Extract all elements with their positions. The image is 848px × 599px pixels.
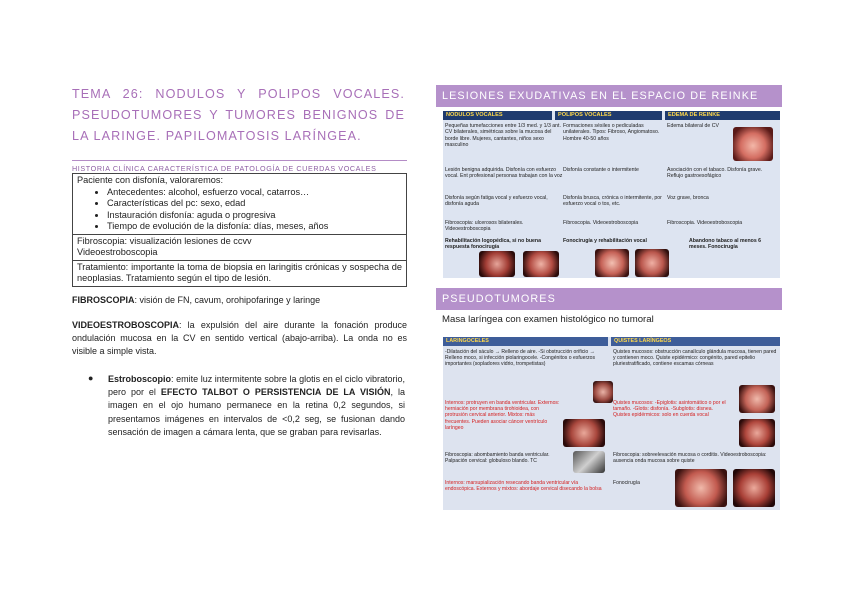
historia-item: • Antecedentes: alcohol, esfuerzo vocal, catarros…: [107, 187, 402, 199]
reinke-cell: Disfonía brusca, crónica o intermitente, por esfuerzo vocal o tos, etc.: [563, 195, 662, 208]
historia-intro: Paciente con disfonía, valoraremos:: [77, 175, 224, 185]
larynx-photo: [479, 251, 515, 277]
historia-item: • Tiempo de evolución de la disfonía: días, meses, años: [107, 221, 402, 233]
pseudo-right-cell: Fonocirugía: [613, 480, 640, 486]
reinke-cell: Asociación con el tabaco. Disfonía grave. Reflujo gastroesofágico: [667, 167, 763, 180]
reinke-cell: Voz grave, bronca: [667, 195, 709, 201]
historia-video-line: Videoestroboscopia: [77, 247, 158, 257]
larynx-photo: [733, 469, 775, 507]
pseudo-right-cell: Quistes mucosos: -Epiglotis: asintomático o por el tamaño. -Glotis: disfonía. -Subglotis: disnea. Quistes epidérmicos: solo en cuerda vocal: [613, 400, 726, 419]
reinke-cell: Edema bilateral de CV: [667, 123, 719, 129]
reinke-cell: Fibroscopia. Videoestroboscopia: [667, 220, 743, 226]
larynx-photo: [635, 249, 669, 277]
larynx-photo: [593, 381, 613, 403]
reinke-cell: Disfonía constante o intermitente: [563, 167, 639, 173]
videoestro-paragraph: [72, 319, 407, 358]
reinke-cell: Pequeñas tumefacciones entre 1/3 med. y 1/3 ant. CV bilaterales, simétricas sobre la mucosa del borde libre. Mujeres, cantantes, niños sexo masculino: [445, 123, 561, 149]
estroboscopio-text1: : emite luz intermitente sobre la glotis en el ciclo vibratorio, pero por el: [108, 374, 405, 398]
pseudotumores-table-image: [443, 337, 780, 510]
historia-table: [72, 173, 407, 287]
historia-cell-valoracion: [73, 174, 406, 235]
reinke-header-edema: EDEMA DE REINKE: [665, 111, 780, 120]
larynx-photo: [563, 419, 605, 447]
reinke-cell: Lesión benigna adquirida. Disfonía con esfuerzo vocal. Ent profesional personas trabajan con la voz: [445, 167, 563, 180]
page-title: TEMA 26: NODULOS Y POLIPOS VOCALES. PSEUDOTUMORES Y TUMORES BENIGNOS DE LA LARINGE. PAPILOMATOSIS LARÍNGEA.: [72, 87, 405, 143]
videoestro-term: VIDEOESTROBOSCOPIA: [72, 320, 180, 330]
fibroscopia-text: : visión de FN, cavum, orohipofaringe y laringe: [134, 295, 321, 305]
historia-cell-pruebas: [73, 235, 406, 261]
reinke-header-polipos: POLIPOS VOCALES: [555, 111, 662, 120]
pseudotumores-band: PSEUDOTUMORES: [436, 288, 782, 310]
estroboscopio-paragraph: [108, 373, 405, 439]
historia-item: • Instauración disfonía: aguda o progresiva: [107, 210, 402, 222]
larynx-photo: [675, 469, 727, 507]
historia-list: [77, 187, 402, 233]
historia-item: • Características del pc: sexo, edad: [107, 198, 402, 210]
estroboscopio-text2: , la imagen en el ojo humano permanece en la retina 0,2 segundos, si presentamos imágenes en intervalos de <0,2 seg, se fusionan dando sensación de imagen a cámara lenta, que se graban para revisarlas.: [108, 387, 405, 437]
pseudo-left-cell: Fibroscopia: abombamiento banda ventricular. Palpación cervical: globuloso blando. TC: [445, 452, 550, 465]
pseudo-right-cell: Quistes mucosos: obstrucción canalículo glándula mucosa, tienen pared y contienen moco. Quiste epidérmico: congénito, pared epitelio pluriestratificado, contiene escamas córneas: [613, 349, 777, 368]
historia-heading: HISTORIA CLÍNICA CARACTERÍSTICA DE PATOLOGÍA DE CUERDAS VOCALES: [72, 160, 407, 173]
reinke-cell: Fonocirugía y rehabilitación vocal: [563, 238, 647, 244]
pseudo-left-cell: Internos: marsupialización resecando banda ventricular vía endoscópica. Externos y mixtos: abordaje cervical disecando la bolsa: [445, 480, 602, 493]
reinke-cell: Formaciones sésiles o pediculadas unilaterales. Tipos: Fibroso, Angiomatoso. Hombre 40-50 años: [563, 123, 660, 142]
reinke-band: LESIONES EXUDATIVAS EN EL ESPACIO DE REINKE: [436, 85, 782, 107]
pseudo-left-cell: -Dilatación del sáculo → Relleno de aire. -Si obstrucción orificio → Relleno moco, si infección piolaringocele. -Congénitos o esfuerzos importantes (sopladores vidrio, trompetistas): [445, 349, 596, 368]
videoestro-text: : la expulsión del aire durante la fonación produce ondulación mucosa en la CV en sentido vertical (abajo-arriba). La onda no es visible a simple vista.: [72, 320, 407, 356]
reinke-cell: Fibroscopia. Videoestroboscopia: [563, 220, 639, 226]
estroboscopio-term: Estroboscopio: [108, 374, 172, 384]
fibroscopia-paragraph: [72, 295, 405, 305]
reinke-table-image: [443, 111, 780, 278]
pseudotumores-subtitle: Masa laríngea con examen histológico no tumoral: [442, 314, 654, 325]
larynx-photo: [739, 385, 775, 413]
reinke-cell: Abandono tabaco al menos 6 meses. Fonocirugía: [689, 238, 762, 251]
reinke-cell: Rehabilitación logopédica, si no buena respuesta fonocirugía: [445, 238, 541, 251]
pseudo-left-cell: Internos: protruyen en banda ventricular. Externos: herniación por membrana tirohioidea, con protrusión cervical anterior. Mixtos: más frecuentes. Pueden asociar cáncer ventrículo laríngeo: [445, 400, 560, 431]
larynx-photo: [523, 251, 559, 277]
fibroscopia-term: FIBROSCOPIA: [72, 295, 135, 305]
larynx-photo: [595, 249, 629, 277]
historia-fibro-line: Fibroscopia: visualización lesiones de ccvv: [77, 235, 252, 246]
pseudo-header-laringoceles: LARINGOCELES: [443, 337, 608, 346]
larynx-photo: [733, 127, 773, 161]
larynx-photo: [739, 419, 775, 447]
pseudo-header-quistes: QUISTES LARÍNGEOS: [611, 337, 780, 346]
reinke-header-nodulos: NODULOS VOCALES: [443, 111, 552, 120]
reinke-cell: Disfonía según fatiga vocal y esfuerzo vocal, disfonía aguda: [445, 195, 548, 208]
reinke-cell: Fibroscopia: ulcerosos bilaterales. Videoestroboscopia: [445, 220, 524, 233]
efecto-talbot: EFECTO TALBOT O PERSISTENCIA DE LA VISIÓN: [160, 387, 391, 398]
pseudo-right-cell: Fibroscopia: sobreelevación mucosa o corditis. Videoestroboscopia: ausencia onda mucosa sobre quiste: [613, 452, 767, 465]
ct-scan-image: [573, 451, 605, 473]
bullet-icon: ●: [88, 373, 94, 383]
historia-tratamiento: Tratamiento: importante la toma de biopsia en laringitis crónicas y sospecha de neoplasias. Tratamiento según el tipo de lesión.: [77, 261, 402, 283]
